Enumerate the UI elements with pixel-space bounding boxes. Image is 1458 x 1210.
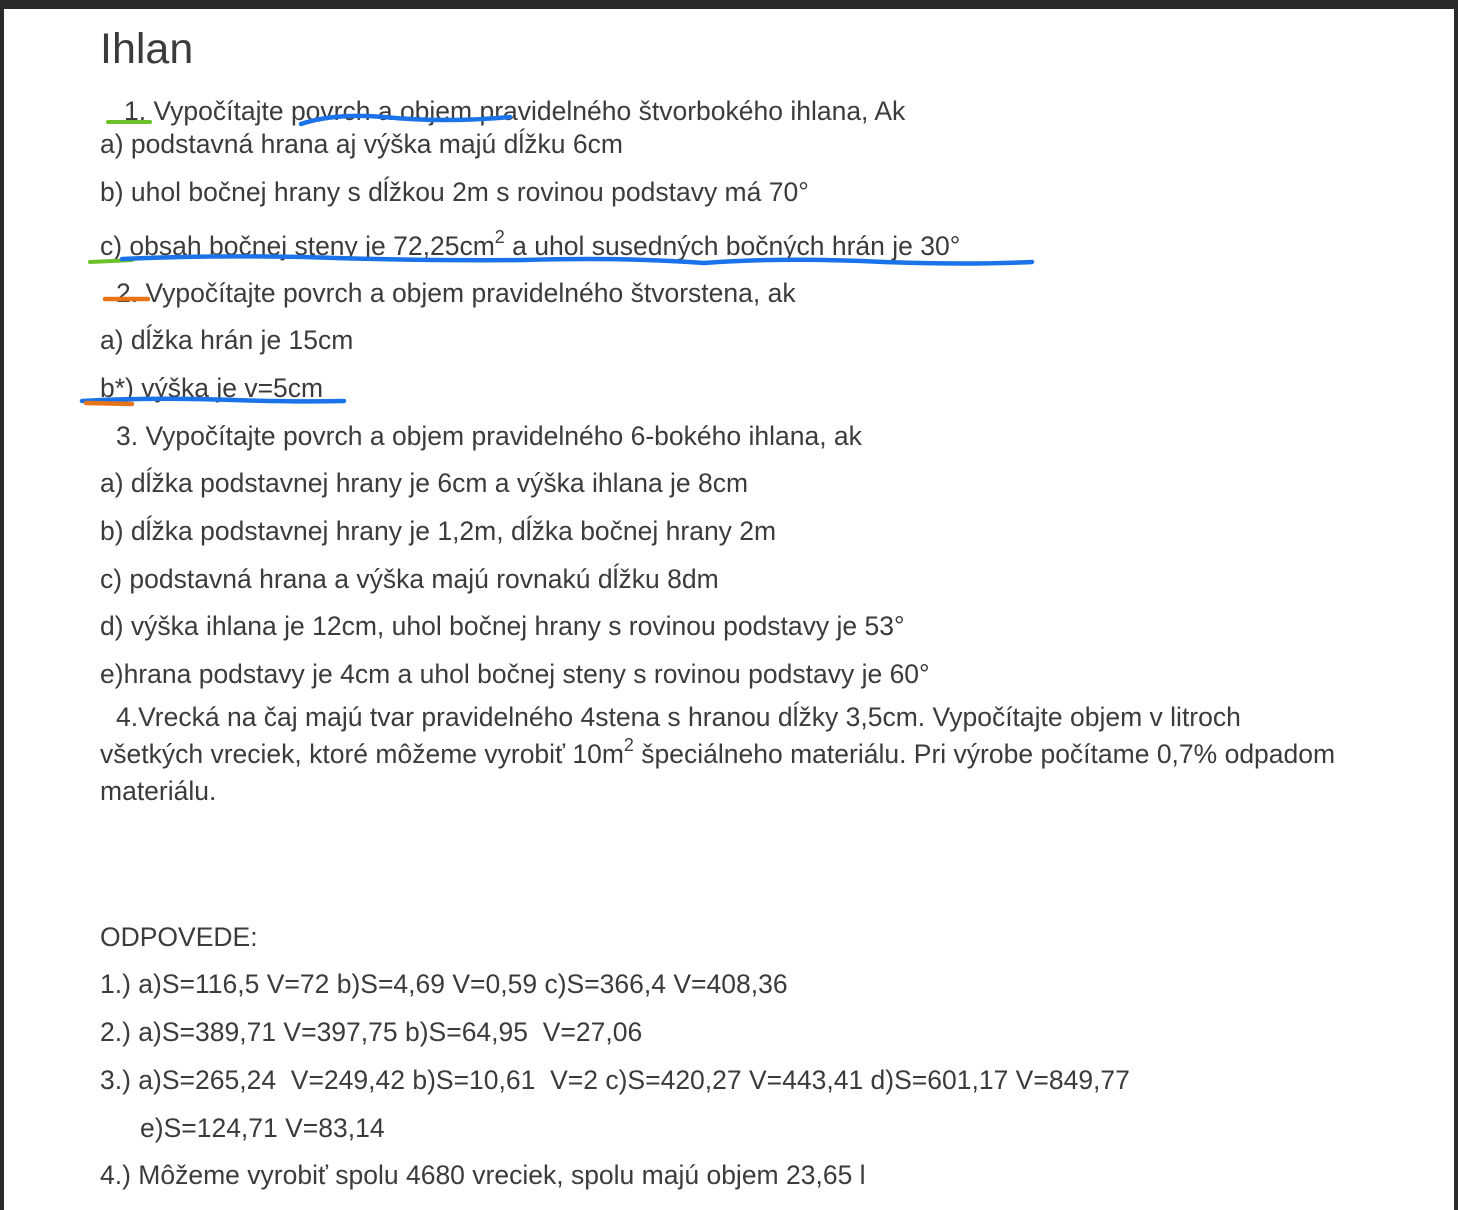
page-title: Ihlan (100, 25, 194, 73)
superscript: 2 (623, 735, 634, 755)
problem-3-c: c) podstavná hrana a výška majú rovnakú dĺžku 8dm (100, 564, 719, 594)
problem-3-intro: 3. Vypočítajte povrch a objem pravidelného 6-bokého ihlana, ak (116, 421, 862, 451)
superscript: 2 (494, 227, 505, 247)
answer-1: 1.) a)S=116,5 V=72 b)S=4,69 V=0,59 c)S=366,4 V=408,36 (100, 969, 788, 999)
problem-3-e: e)hrana podstavy je 4cm a uhol bočnej steny s rovinou podstavy je 60° (100, 659, 930, 689)
orange-underline-mark (86, 403, 132, 404)
problem-1-intro: 1. Vypočítajte povrch a objem pravidelného štvorbokého ihlana, Ak (124, 96, 906, 126)
problem-1-c-text-end: a uhol susedných bočných hrán je 30° (504, 231, 961, 261)
problem-2-a: a) dĺžka hrán je 15cm (100, 325, 354, 355)
problem-1-a: a) podstavná hrana aj výška majú dĺžku 6cm (100, 129, 623, 159)
problem-3-a: a) dĺžka podstavnej hrany je 6cm a výška ihlana je 8cm (100, 468, 749, 498)
answer-4: 4.) Môžeme vyrobiť spolu 4680 vreciek, spolu majú objem 23,65 l (100, 1160, 866, 1190)
problem-1-c-text: c) obsah bočnej steny je 72,25cm (100, 231, 495, 261)
answer-2: 2.) a)S=389,71 V=397,75 b)S=64,95 V=27,06 (100, 1017, 643, 1047)
document-page (4, 9, 1454, 1210)
problem-1-c (100, 227, 961, 261)
problem-3-d: d) výška ihlana je 12cm, uhol bočnej hrany s rovinou podstavy je 53° (100, 611, 905, 641)
problem-2-b: b*) výška je v=5cm (100, 373, 324, 403)
answer-3: 3.) a)S=265,24 V=249,42 b)S=10,61 V=2 c)S=420,27 V=443,41 d)S=601,17 V=849,77 (100, 1065, 1130, 1095)
problem-3-b: b) dĺžka podstavnej hrany je 1,2m, dĺžka bočnej hrany 2m (100, 516, 777, 546)
problem-2-intro: 2. Vypočítajte povrch a objem pravidelného štvorstena, ak (116, 278, 796, 308)
answers-heading: ODPOVEDE: (100, 922, 258, 952)
answer-3-continued: e)S=124,71 V=83,14 (140, 1113, 385, 1143)
problem-1-b: b) uhol bočnej hrany s dĺžkou 2m s rovinou podstavy má 70° (100, 177, 809, 207)
problem-4-text-end: špeciálneho materiálu. Pri výrobe počítame 0,7% odpadom materiálu. (100, 739, 1336, 806)
problem-4-text: 4.Vrecká na čaj majú tvar pravidelného 4stena s hranou dĺžky 3,5cm. Vypočítajte objem v litroch všetkých vreciek, ktoré môžeme vyrobiť 10m (100, 702, 1241, 769)
problem-4 (100, 699, 1350, 810)
